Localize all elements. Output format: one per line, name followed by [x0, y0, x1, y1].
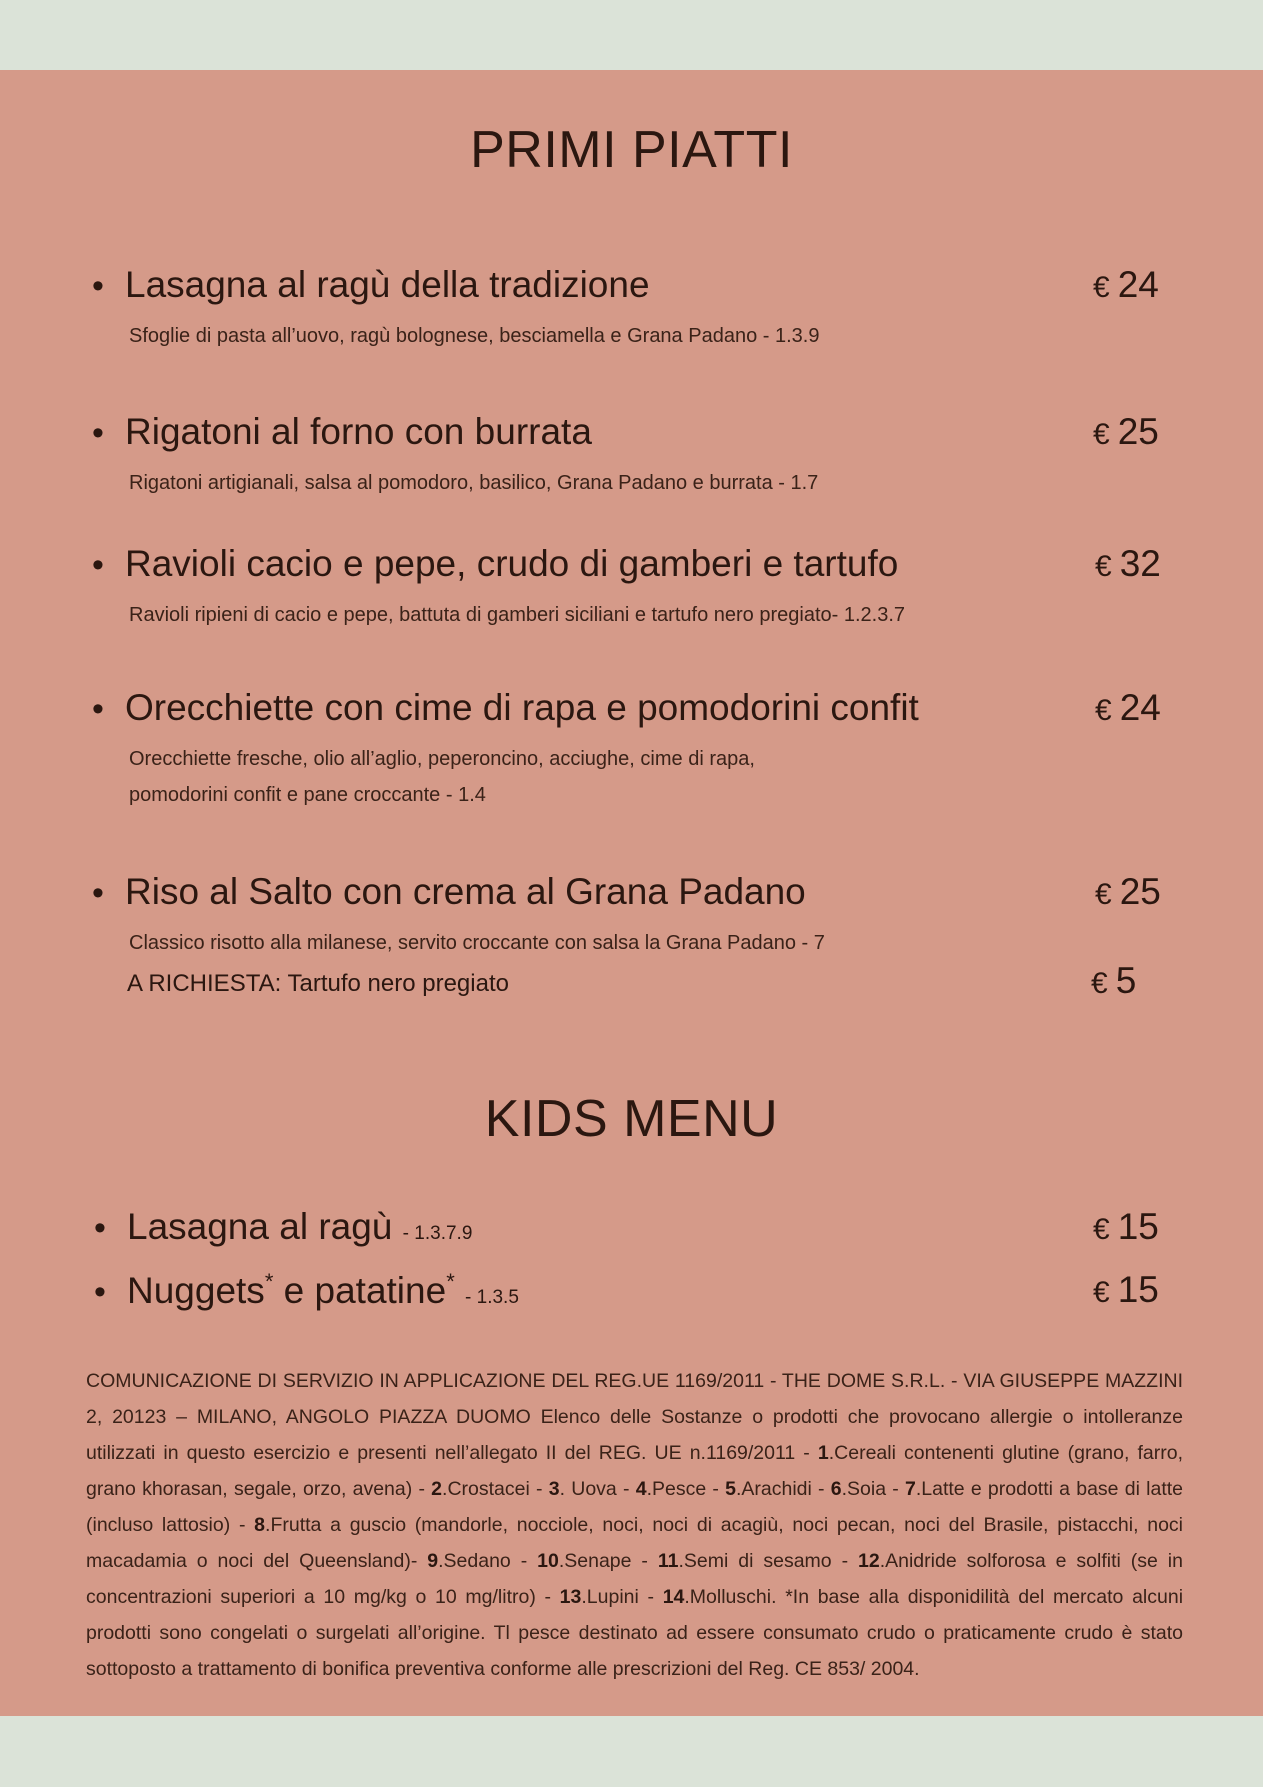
dish-name: Lasagna al ragù: [127, 1206, 393, 1247]
dish-description: Classico risotto alla milanese, servito croccante con salsa la Grana Padano - 7: [129, 932, 825, 954]
dish-price: € 25: [1095, 871, 1161, 912]
primi-title: PRIMI PIATTI: [470, 121, 793, 179]
extra-option-price: € 5: [1091, 960, 1137, 1001]
dish-name: Nuggets: [127, 1270, 265, 1311]
bullet-icon: •: [92, 267, 104, 305]
allergen-codes: - 1.3.7.9: [402, 1223, 473, 1244]
dish-description: Sfoglie di pasta all’uovo, ragù bolognese, besciamella e Grana Padano - 1.3.9: [129, 325, 820, 347]
bullet-icon: •: [92, 546, 104, 584]
kids-title: KIDS MENU: [484, 1090, 779, 1148]
dish-price: € 25: [1093, 411, 1159, 452]
extra-option-label: A RICHIESTA: Tartufo nero pregiato: [127, 970, 509, 997]
dish-price: € 24: [1093, 264, 1159, 305]
dish-description: Orecchiette fresche, olio all’aglio, peperoncino, acciughe, cime di rapa, pomodorini confit e pane croccante - 1.4: [129, 748, 755, 806]
menu-panel: PRIMI PIATTI • Lasagna al ragù della tradizione Sfoglie di pasta all’uovo, ragù bolognese, besciamella e Grana Padano - 1.3.9 € 24 • Rigatoni al forno con burrata Rigatoni artigianali, salsa al pomodoro, basilico, Grana Padano e burrata - 1.7 € 25 • Ravioli cacio e pepe, crudo di gamberi e tartufo Ravioli ripieni di cacio e pepe, battuta di gamberi siciliani e tartufo nero pregiato- 1.2.3.7 € 32 • Orecchiette con cime di rapa e pomodorini confit Orecchiette fresche, olio all’aglio, peperoncino, acciughe, cime di rapa, pomodorini confit e pane croccante - 1.4 € 24 • Riso al Salto con crema al Grana Padano Classico risotto alla milanese, servito croccante con salsa la Grana Padano - 7 € 25 A RICHIESTA: Tartufo nero pregiato € 5 KIDS MENU • Lasagna al ragù - 1.3.7.9 € 15 • Nuggets* e patatine* - 1.3.5 € 15: [0, 70, 1263, 1716]
bullet-icon: •: [92, 874, 104, 912]
dish-price: € 32: [1095, 543, 1161, 584]
allergen-notice: COMUNICAZIONE DI SERVIZIO IN APPLICAZIONE DEL REG.UE 1169/2011 - THE DOME S.R.L. - VIA GIUSEPPE MAZZINI 2, 20123 – MILANO, ANGOLO PIAZZA DUOMO Elenco delle Sostanze o prodotti che provocano allergie o intolleranze utilizzati in questo esercizio e presenti nell’allegato II del REG. UE n.1169/2011 - 1.Cereali contenenti glutine (grano, farro, grano khorasan, segale, orzo, avena) - 2.Crostacei - 3. Uova - 4.Pesce - 5.Arachidi - 6.Soia - 7.Latte e prodotti a base di latte (incluso lattosio) - 8.Frutta a guscio (mandorle, nocciole, noci, noci di acagiù, noci pecan, noci del Brasile, pistacchi, noci macadamia o noci del Queensland)- 9.Sedano - 10.Senape - 11.Semi di sesamo - 12.Anidride solforosa e solfiti (se in concentrazioni superiori a 10 mg/kg o 10 mg/litro) - 13.Lupini - 14.Molluschi. *In base alla disponidilità del mercato alcuni prodotti sono congelati o surgelati all’origine. Tl pesce destinato ad essere consumato crudo o praticamente crudo è stato sottoposto a trattamento di bonifica preventiva conforme alle prescrizioni del Reg. CE 853/ 2004.: [86, 1370, 1184, 1680]
bullet-icon: •: [94, 1209, 106, 1247]
dish-description: Rigatoni artigianali, salsa al pomodoro, basilico, Grana Padano e burrata - 1.7: [129, 472, 819, 494]
dish-name: Riso al Salto con crema al Grana Padano: [125, 871, 806, 912]
bullet-icon: •: [92, 690, 104, 728]
kids-price: € 15: [1093, 1206, 1159, 1247]
dish-description: Ravioli ripieni di cacio e pepe, battuta di gamberi siciliani e tartufo nero pregiato- 1.2.3.7: [129, 604, 905, 626]
dish-name: Rigatoni al forno con burrata: [125, 411, 592, 452]
dish-name: Ravioli cacio e pepe, crudo di gamberi e tartufo: [125, 543, 899, 584]
bullet-icon: •: [92, 414, 104, 452]
dish-price: € 24: [1095, 687, 1161, 728]
bullet-icon: •: [94, 1273, 106, 1311]
kids-price: € 15: [1093, 1269, 1159, 1310]
dish-name: Orecchiette con cime di rapa e pomodorini confit: [125, 687, 919, 728]
allergen-codes: - 1.3.5: [465, 1287, 519, 1308]
dish-name: Lasagna al ragù della tradizione: [125, 264, 650, 305]
